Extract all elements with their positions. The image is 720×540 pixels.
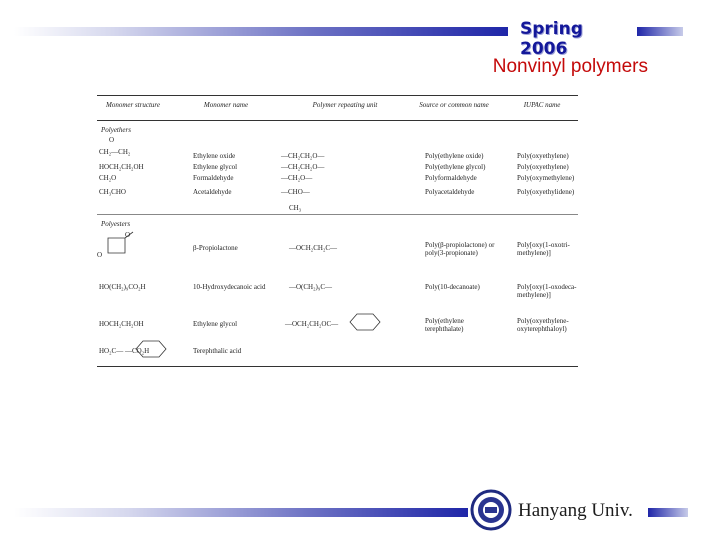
course-term: Spring 2006 [520, 19, 583, 59]
bottom-decorative-bar [14, 508, 468, 517]
source-name: Poly(ethylene oxide) [425, 152, 484, 160]
benzene-ring-monomer [133, 339, 169, 359]
section-divider [97, 214, 578, 215]
source-name: Polyformaldehyde [425, 174, 477, 182]
monomer-structure: HOCH₂CH₂OH [99, 163, 144, 171]
lactone-ring-structure [103, 228, 143, 258]
monomer-structure: HOCH₂CH₂OH [99, 320, 144, 328]
monomer-name: Formaldehyde [193, 174, 234, 182]
column-header-source-name: Source or common name [419, 101, 489, 109]
iupac-name: Poly(oxyethylidene) [517, 188, 575, 196]
bottom-decorative-bar-end [648, 508, 688, 517]
monomer-name: Ethylene glycol [193, 163, 238, 171]
iupac-name: Poly(oxyethylene-oxyterephthaloyl) [517, 317, 569, 333]
monomer-structure: HO(CH₂)₉CO₂H [99, 283, 146, 291]
repeating-unit: —CH₂CH₂O— [281, 152, 325, 160]
monomer-name: β-Propiolactone [193, 244, 238, 252]
benzene-ring-unit [347, 312, 383, 332]
iupac-name: Poly[oxy(1-oxotri-methylene)] [517, 241, 570, 257]
iupac-name: Poly(oxyethylene) [517, 163, 569, 171]
top-decorative-bar-end [637, 27, 683, 36]
monomer-name: Terephthalic acid [193, 347, 242, 355]
table-top-rule [97, 95, 578, 96]
iupac-name: Poly[oxy(1-oxodeca-methylene)] [517, 283, 577, 299]
source-name: Poly(ethylene glycol) [425, 163, 486, 171]
polymer-table [97, 93, 578, 373]
lactone-carbonyl-oxygen-label: O [125, 231, 131, 239]
source-name: Poly(β-propiolactone) or poly(3-propionate) [425, 241, 495, 257]
table-bottom-rule [97, 366, 578, 367]
section-label-polyesters: Polyesters [101, 220, 131, 228]
monomer-structure: CH₃CHO [99, 188, 126, 196]
table-header-rule [97, 120, 578, 121]
section-label-polyethers: Polyethers [101, 126, 131, 134]
repeating-unit: —CHO— [281, 188, 310, 196]
repeating-unit: —CH₂CH₂O— [281, 163, 325, 171]
monomer-name: 10-Hydroxydecanoic acid [193, 283, 266, 291]
repeating-unit: —CH₂O— [281, 174, 313, 182]
source-name: Polyacetaldehyde [425, 188, 475, 196]
column-header-monomer-structure: Monomer structure [106, 101, 160, 109]
source-name: Poly(ethylene terephthalate) [425, 317, 464, 333]
column-header-monomer-name: Monomer name [203, 101, 249, 109]
monomer-structure: CH₂O [99, 174, 117, 182]
column-header-repeating-unit: Polymer repeating unit [312, 101, 378, 109]
monomer-structure: CH₂—CH₂ [99, 148, 131, 156]
repeating-unit: —OCH₂CH₂C— [289, 244, 338, 252]
repeating-unit: —O(CH₂)₉C— [289, 283, 332, 291]
iupac-name: Poly(oxyethylene) [517, 152, 569, 160]
column-header-iupac-name: IUPAC name [523, 101, 561, 109]
slide-title: Nonvinyl polymers [492, 56, 648, 77]
university-seal-icon [470, 489, 512, 531]
monomer-name: Acetaldehyde [193, 188, 232, 196]
monomer-name: Ethylene glycol [193, 320, 238, 328]
monomer-structure: HO₂C— —CO₂H [99, 347, 150, 355]
iupac-name: Poly(oxymethylene) [517, 174, 575, 182]
ring-oxygen-label: O [109, 136, 115, 144]
lactone-oxygen-label: O [97, 251, 103, 259]
methyl-branch-label: CH₃ [289, 204, 302, 212]
top-decorative-bar [14, 27, 508, 36]
university-name: Hanyang Univ. [518, 500, 633, 521]
repeating-unit: —OCH₂CH₂OC— [285, 320, 339, 328]
source-name: Poly(10-decanoate) [425, 283, 480, 291]
monomer-name: Ethylene oxide [193, 152, 236, 160]
